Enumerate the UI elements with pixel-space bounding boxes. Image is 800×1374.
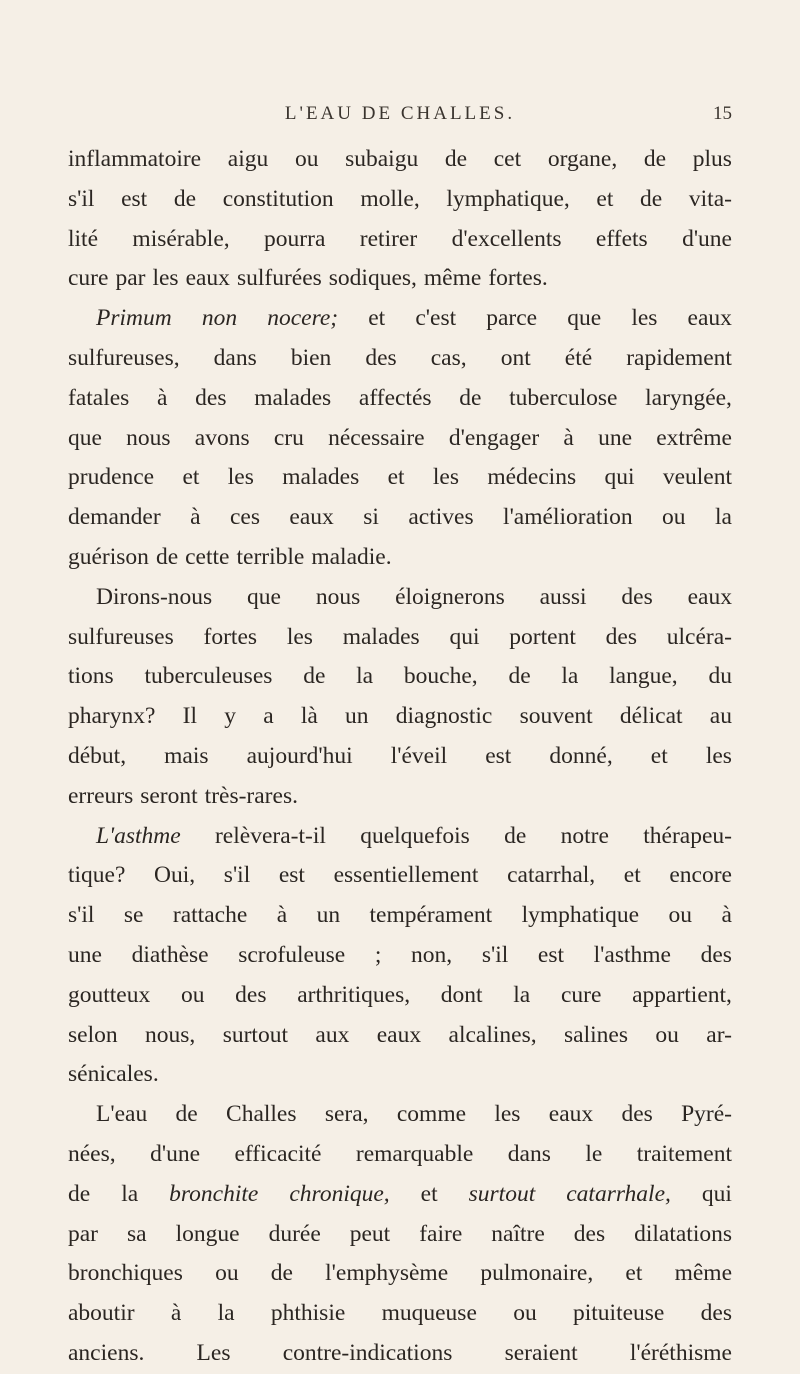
text-line: par sa longue durée peut faire naître des dilatations	[68, 1220, 732, 1247]
running-head	[68, 103, 732, 129]
text-line: Primum non nocere; et c'est parce que les eaux	[96, 305, 732, 332]
running-title: L'EAU DE CHALLES.	[284, 103, 516, 124]
text-line: cure par les eaux sulfurées sodiques, même fortes.	[68, 265, 548, 292]
text-line: sulfureuses fortes les malades qui portent des ulcéra-	[68, 623, 732, 650]
text-line: fatales à des malades affectés de tuberculose laryngée,	[68, 384, 732, 411]
text-line: début, mais aujourd'hui l'éveil est donné, et les	[68, 742, 732, 769]
page-number: 15	[713, 103, 732, 124]
text-line: sulfureuses, dans bien des cas, ont été rapidement	[68, 344, 732, 371]
body-text	[68, 140, 732, 1374]
text-line: sénicales.	[68, 1061, 159, 1088]
text-line: s'il se rattache à un tempérament lymphatique ou à	[68, 902, 732, 929]
text-line: nées, d'une efficacité remarquable dans le traitement	[68, 1140, 732, 1167]
text-line: aboutir à la phthisie muqueuse ou pituiteuse des	[68, 1300, 732, 1327]
text-line: tique? Oui, s'il est essentiellement catarrhal, et encore	[68, 862, 732, 889]
text-line: inflammatoire aigu ou subaigu de cet organe, de plus	[68, 146, 732, 172]
text-line: de la bronchite chronique, et surtout catarrhale, qui	[68, 1180, 732, 1207]
text-line: une diathèse scrofuleuse ; non, s'il est l'asthme des	[68, 941, 732, 968]
text-line: L'asthme relèvera-t-il quelquefois de notre thérapeu-	[96, 822, 732, 849]
text-line: pharynx? Il y a là un diagnostic souvent délicat au	[68, 703, 732, 730]
text-line: demander à ces eaux si actives l'amélioration ou la	[68, 504, 732, 531]
text-line: prudence et les malades et les médecins qui veulent	[68, 464, 732, 491]
text-line: lité misérable, pourra retirer d'excellents effets d'une	[68, 225, 732, 252]
text-line: que nous avons cru nécessaire d'engager à une extrême	[68, 424, 732, 451]
text-line: goutteux ou des arthritiques, dont la cure appartient,	[68, 981, 732, 1008]
text-line: Dirons-nous que nous éloignerons aussi des eaux	[96, 583, 732, 610]
text-line: erreurs seront très-rares.	[68, 782, 298, 809]
text-line: guérison de cette terrible maladie.	[68, 543, 392, 570]
text-line: bronchiques ou de l'emphysème pulmonaire, et même	[68, 1260, 732, 1287]
text-line: anciens. Les contre-indications seraient l'éréthisme	[68, 1339, 732, 1366]
text-line: tions tuberculeuses de la bouche, de la langue, du	[68, 663, 732, 690]
text-line: L'eau de Challes sera, comme les eaux des Pyré-	[96, 1101, 732, 1128]
text-line: selon nous, surtout aux eaux alcalines, salines ou ar-	[68, 1021, 732, 1048]
text-line: s'il est de constitution molle, lymphatique, et de vita-	[68, 185, 732, 212]
